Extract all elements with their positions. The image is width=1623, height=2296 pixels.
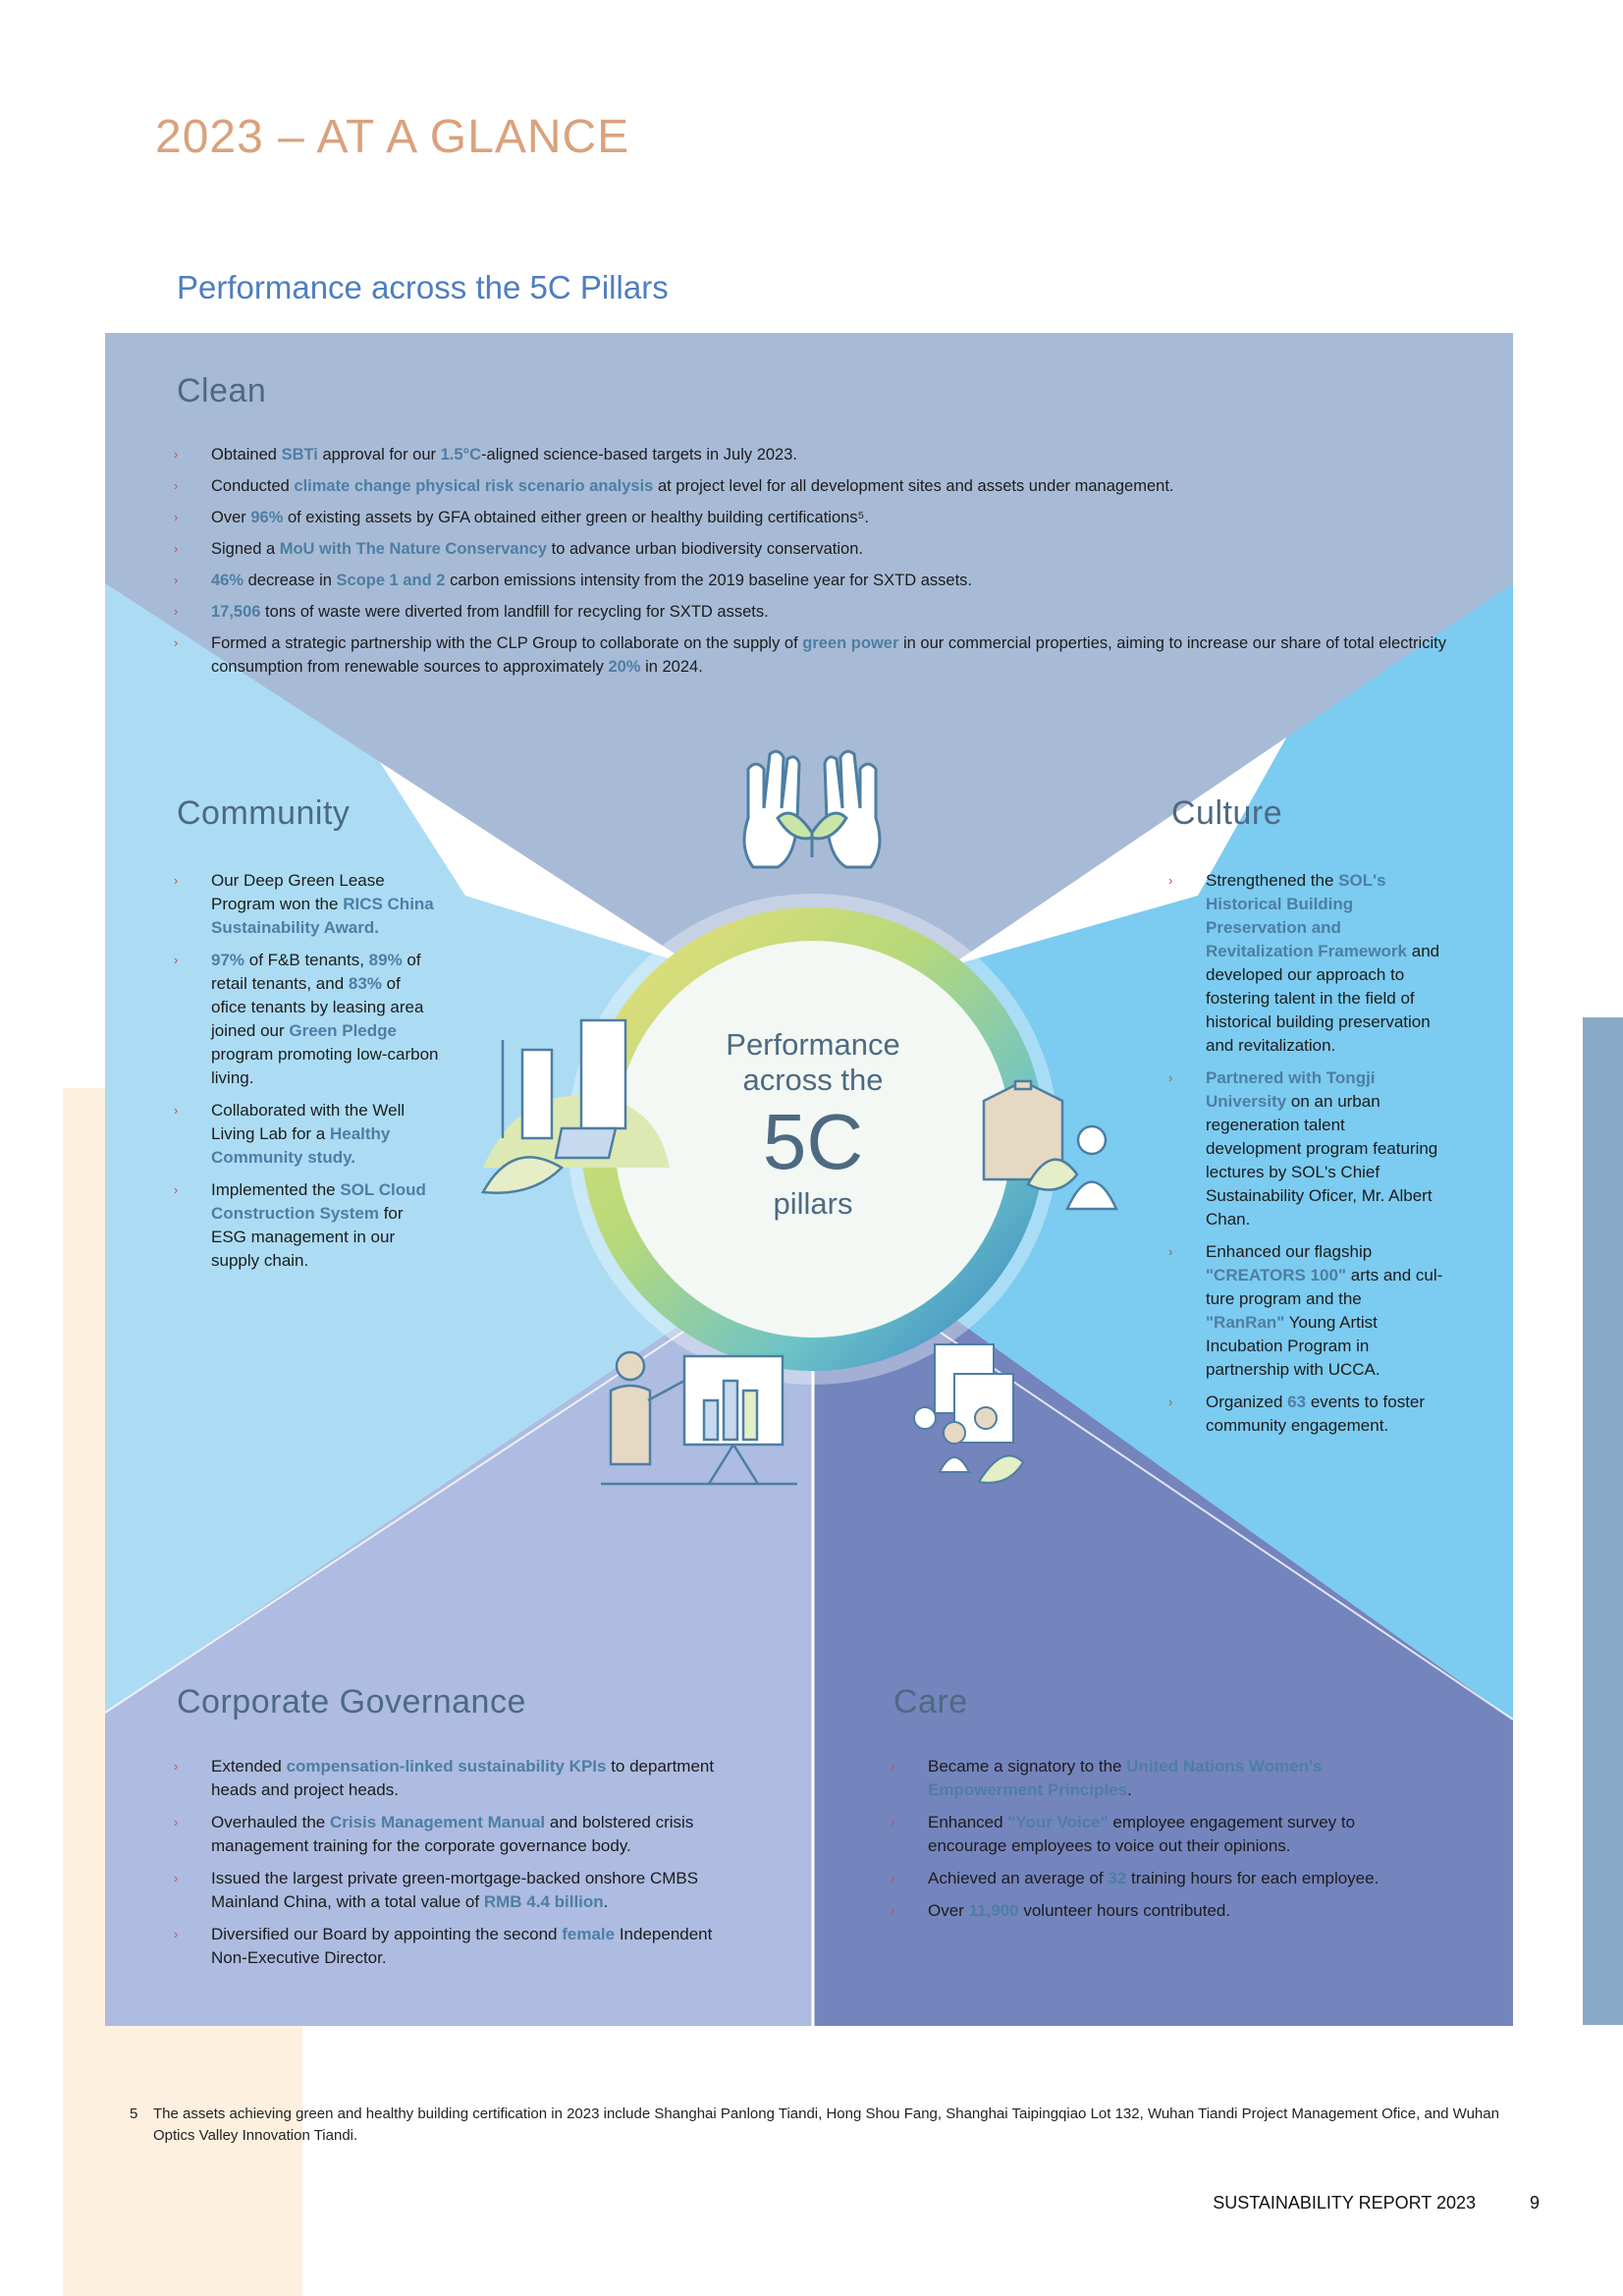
- bullet-icon: ›: [174, 510, 179, 524]
- body-text: Over: [928, 1901, 969, 1920]
- highlight-text: 97%: [211, 951, 245, 969]
- body-text: Independent Non-Executive Director.: [211, 1925, 713, 1967]
- center-label: [666, 1027, 960, 1222]
- clean-list-item: [174, 537, 1489, 561]
- body-text: Signed a: [211, 540, 280, 558]
- highlight-text: 46%: [211, 572, 244, 589]
- body-text: Conducted: [211, 477, 295, 495]
- body-text: Organized: [1206, 1393, 1288, 1411]
- highlight-text: 63: [1287, 1393, 1307, 1411]
- body-text: Became a signatory to the: [928, 1757, 1127, 1776]
- decorative-side-bar: [1583, 1017, 1623, 2025]
- clean-list: [174, 443, 1489, 686]
- community-list-item: [174, 1099, 439, 1170]
- highlight-text: Healthy Community study.: [211, 1124, 391, 1167]
- highlight-text: 96%: [250, 509, 284, 526]
- body-text: approval for our: [317, 446, 441, 464]
- culture-list-item: [1168, 1240, 1443, 1382]
- culture-list: [1168, 869, 1443, 1447]
- highlight-text: 11,900: [968, 1901, 1019, 1920]
- governance-list: [174, 1755, 724, 1979]
- community-list-item: [174, 869, 439, 940]
- body-text: training hours for each employee.: [1126, 1869, 1380, 1887]
- body-text: decrease in: [243, 572, 337, 589]
- body-text: program promoting low-carbon living.: [211, 1045, 439, 1087]
- clean-list-item: [174, 631, 1489, 679]
- bullet-icon: ›: [891, 1871, 895, 1886]
- highlight-text: United Nations Women's Empowerment Principles: [928, 1757, 1323, 1799]
- body-text: volunteer hours contributed.: [1018, 1901, 1231, 1920]
- footnote-number: 5: [130, 2105, 138, 2122]
- body-text: Enhanced: [928, 1813, 1008, 1831]
- care-title: Care: [893, 1683, 968, 1721]
- body-text: at project level for all development sites and assets under management.: [653, 477, 1174, 495]
- highlight-text: Crisis Management Manual: [329, 1813, 546, 1831]
- highlight-text: 17,506: [211, 603, 261, 621]
- highlight-text: Scope 1 and 2: [336, 572, 446, 589]
- bullet-icon: ›: [1168, 1394, 1173, 1409]
- highlight-text: 83%: [348, 974, 382, 993]
- bullet-icon: ›: [174, 1815, 179, 1830]
- clean-list-item: [174, 569, 1489, 592]
- highlight-text: "RanRan": [1206, 1313, 1285, 1332]
- body-text: and developed our approach to fostering talent in the field of historical building preservation and revitalization.: [1206, 942, 1440, 1055]
- body-text: Enhanced our flagship: [1206, 1242, 1373, 1261]
- bullet-icon: ›: [174, 1927, 179, 1941]
- body-text: carbon emissions intensity from the 2019 baseline year for SXTD assets.: [445, 572, 972, 589]
- body-text: .: [1127, 1780, 1132, 1799]
- footer-report-name: SUSTAINABILITY REPORT 2023: [1213, 2193, 1476, 2213]
- care-list: [891, 1755, 1401, 1932]
- culture-title: Culture: [1171, 794, 1283, 832]
- governance-list-item: [174, 1755, 724, 1802]
- highlight-text: female: [562, 1925, 616, 1943]
- highlight-text: 89%: [368, 951, 403, 969]
- bullet-icon: ›: [174, 604, 179, 619]
- body-text: of ofice tenants by leasing area joined our: [211, 974, 424, 1040]
- footnote: [130, 2104, 1508, 2147]
- body-text: Diversified our Board by appointing the second: [211, 1925, 563, 1943]
- highlight-text: RICS China Sustainability Award.: [211, 895, 434, 937]
- care-list-item: [891, 1811, 1401, 1858]
- body-text: Over: [211, 509, 251, 526]
- bullet-icon: ›: [174, 447, 179, 462]
- body-text: Achieved an average of: [928, 1869, 1109, 1887]
- center-line-2: across the: [742, 1063, 884, 1097]
- body-text: Implemented the: [211, 1180, 341, 1199]
- bullet-icon: ›: [891, 1903, 895, 1918]
- body-text: Overhauled the: [211, 1813, 330, 1831]
- highlight-text: MoU with The Nature Conservancy: [279, 540, 548, 558]
- body-text: in 2024.: [640, 658, 703, 676]
- bullet-icon: ›: [174, 1103, 179, 1118]
- body-text: employee engagement survey to encourage employees to voice out their opinions.: [928, 1813, 1356, 1855]
- footnote-text: The assets achieving green and healthy building certification in 2023 include Shanghai Panlong Tiandi, Hong Shou Fang, Shanghai Taipingqiao Lot 132, Wuhan Tiandi Project Management Ofice, and Wuhan Optics Valley Innovation Tiandi.: [153, 2105, 1499, 2144]
- body-text: Young Artist Incubation Program in partnership with UCCA.: [1206, 1313, 1380, 1379]
- body-text: events to foster community engagement.: [1206, 1393, 1426, 1435]
- highlight-text: 20%: [608, 658, 641, 676]
- bullet-icon: ›: [174, 1759, 179, 1774]
- clean-title: Clean: [177, 372, 267, 410]
- body-text: arts and cul-ture program and the: [1206, 1266, 1443, 1308]
- body-text: Issued the largest private green-mortgage-backed onshore CMBS Mainland China, with a total value of: [211, 1869, 699, 1911]
- bullet-icon: ›: [174, 953, 179, 967]
- highlight-text: "CREATORS 100": [1206, 1266, 1347, 1285]
- body-text: Obtained: [211, 446, 282, 464]
- bullet-icon: ›: [1168, 1244, 1173, 1259]
- culture-list-item: [1168, 1066, 1443, 1231]
- bullet-icon: ›: [174, 1871, 179, 1886]
- community-list-item: [174, 949, 439, 1090]
- body-text: -aligned science-based targets in July 2023.: [481, 446, 797, 464]
- bullet-icon: ›: [891, 1759, 895, 1774]
- bullet-icon: ›: [174, 573, 179, 587]
- body-text: Formed a strategic partnership with the CLP Group to collaborate on the supply of: [211, 634, 803, 652]
- governance-list-item: [174, 1811, 724, 1858]
- bullet-icon: ›: [174, 635, 179, 650]
- clean-list-item: [174, 443, 1489, 466]
- governance-list-item: [174, 1867, 724, 1914]
- pillars-panel: [105, 333, 1513, 2026]
- bullet-icon: ›: [1168, 873, 1173, 888]
- page-title: 2023 – AT A GLANCE: [155, 111, 630, 163]
- bullet-icon: ›: [174, 1182, 179, 1197]
- community-list-item: [174, 1178, 439, 1273]
- body-text: in our commercial properties, aiming to increase our share of total electricity consumption from renewable sources to approximately: [211, 634, 1446, 676]
- center-line-3: pillars: [773, 1186, 853, 1221]
- section-title: Performance across the 5C Pillars: [177, 269, 669, 305]
- bullet-icon: ›: [174, 541, 179, 556]
- body-text: of retail tenants, and: [211, 951, 421, 993]
- highlight-text: Green Pledge: [289, 1021, 397, 1040]
- page-number: 9: [1530, 2193, 1541, 2213]
- bullet-icon: ›: [174, 873, 179, 888]
- culture-list-item: [1168, 1391, 1443, 1438]
- highlight-text: SOL Cloud Construction System: [211, 1180, 426, 1223]
- highlight-text: SBTi: [281, 446, 318, 464]
- highlight-text: SOL's Historical Building Preservation and Revitalization Framework: [1206, 871, 1408, 960]
- highlight-text: climate change physical risk scenario analysis: [294, 477, 654, 495]
- clean-list-item: [174, 600, 1489, 624]
- body-text: of existing assets by GFA obtained either green or healthy building certifications⁵.: [283, 509, 869, 526]
- highlight-text: Partnered with Tongji University: [1206, 1068, 1376, 1111]
- care-list-item: [891, 1755, 1401, 1802]
- body-text: to department heads and project heads.: [211, 1757, 715, 1799]
- body-text: on an urban regeneration talent development program featuring lectures by SOL's Chief Sustainability Oficer, Mr. Albert Chan.: [1206, 1092, 1438, 1229]
- body-text: to advance urban biodiversity conservation.: [547, 540, 863, 558]
- governance-list-item: [174, 1923, 724, 1970]
- highlight-text: 1.5°C: [440, 446, 482, 464]
- care-list-item: [891, 1867, 1401, 1890]
- highlight-text: green power: [802, 634, 899, 652]
- body-text: of F&B tenants,: [244, 951, 369, 969]
- highlight-text: RMB 4.4 billion: [483, 1892, 604, 1911]
- bullet-icon: ›: [1168, 1070, 1173, 1085]
- center-line-1: Performance: [726, 1027, 900, 1062]
- care-list-item: [891, 1899, 1401, 1923]
- body-text: Strengthened the: [1206, 871, 1339, 890]
- body-text: Collaborated with the Well Living Lab for a: [211, 1101, 406, 1143]
- body-text: for ESG management in our supply chain.: [211, 1204, 404, 1270]
- body-text: Extended: [211, 1757, 287, 1776]
- clean-list-item: [174, 474, 1489, 498]
- body-text: and bolstered crisis management training for the corporate governance body.: [211, 1813, 694, 1855]
- highlight-text: "Your Voice": [1007, 1813, 1109, 1831]
- governance-title: Corporate Governance: [177, 1683, 526, 1721]
- community-list: [174, 869, 439, 1282]
- community-title: Community: [177, 794, 351, 832]
- bullet-icon: ›: [891, 1815, 895, 1830]
- highlight-text: compensation-linked sustainability KPIs: [286, 1757, 607, 1776]
- clean-list-item: [174, 506, 1489, 529]
- culture-list-item: [1168, 869, 1443, 1058]
- bullet-icon: ›: [174, 478, 179, 493]
- center-big-label: 5C: [762, 1098, 864, 1185]
- body-text: .: [603, 1892, 609, 1911]
- highlight-text: 32: [1108, 1869, 1127, 1887]
- body-text: Our Deep Green Lease Program won the: [211, 871, 385, 913]
- body-text: tons of waste were diverted from landfill for recycling for SXTD assets.: [260, 603, 769, 621]
